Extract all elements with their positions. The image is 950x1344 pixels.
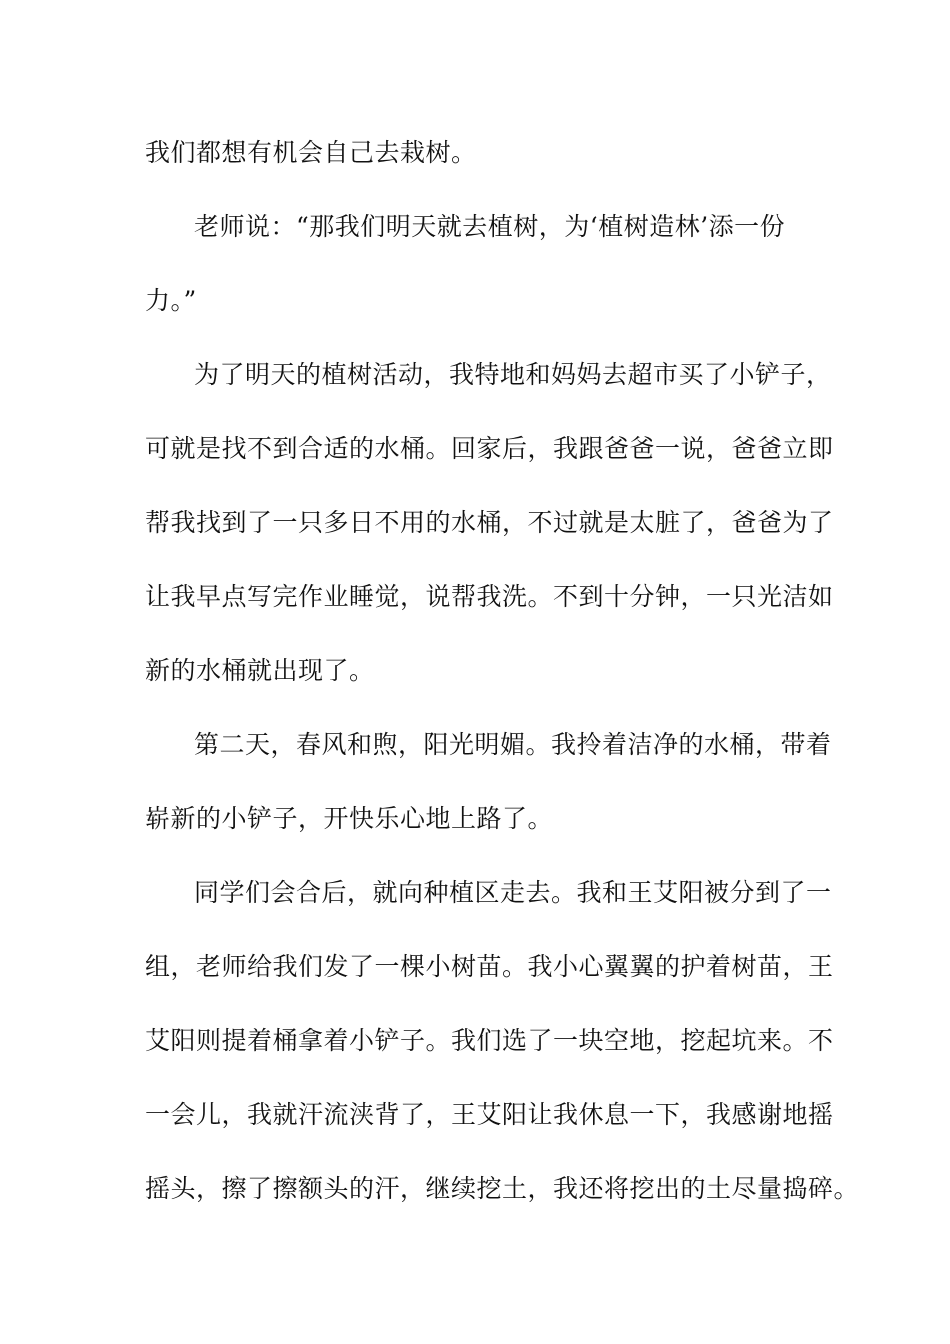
text-line: 一会儿，我就汗流浃背了，王艾阳让我休息一下，我感谢地摇 <box>145 1100 834 1129</box>
document-body <box>145 128 860 1238</box>
text-line: 组，老师给我们发了一棵小树苗。我小心翼翼的护着树苗，王 <box>145 952 834 981</box>
text-line: 第二天，春风和煦，阳光明媚。我拎着洁净的水桶，带着 <box>194 730 832 759</box>
text-line: 艾阳则提着桶拿着小铲子。我们选了一块空地，挖起坑来。不 <box>145 1026 834 1055</box>
text-line: 老师说：“那我们明天就去植树，为‘植树造林’添一份 <box>194 212 786 241</box>
text-line: 力。” <box>145 286 197 315</box>
text-line: 可就是找不到合适的水桶。回家后，我跟爸爸一说，爸爸立即 <box>145 434 834 463</box>
text-line: 为了明天的植树活动，我特地和妈妈去超市买了小铲子， <box>194 360 832 389</box>
text-line: 摇头，擦了擦额头的汗，继续挖土，我还将挖出的土尽量捣碎。 <box>145 1174 860 1203</box>
text-line: 崭新的小铲子，开快乐心地上路了。 <box>145 804 554 833</box>
text-line: 同学们会合后，就向种植区走去。我和王艾阳被分到了一 <box>194 878 832 907</box>
text-line: 我们都想有机会自己去栽树。 <box>145 138 477 167</box>
text-line: 帮我找到了一只多日不用的水桶，不过就是太脏了，爸爸为了 <box>145 508 834 537</box>
text-line: 让我早点写完作业睡觉，说帮我洗。不到十分钟，一只光洁如 <box>145 582 834 611</box>
text-line: 新的水桶就出现了。 <box>145 656 375 685</box>
